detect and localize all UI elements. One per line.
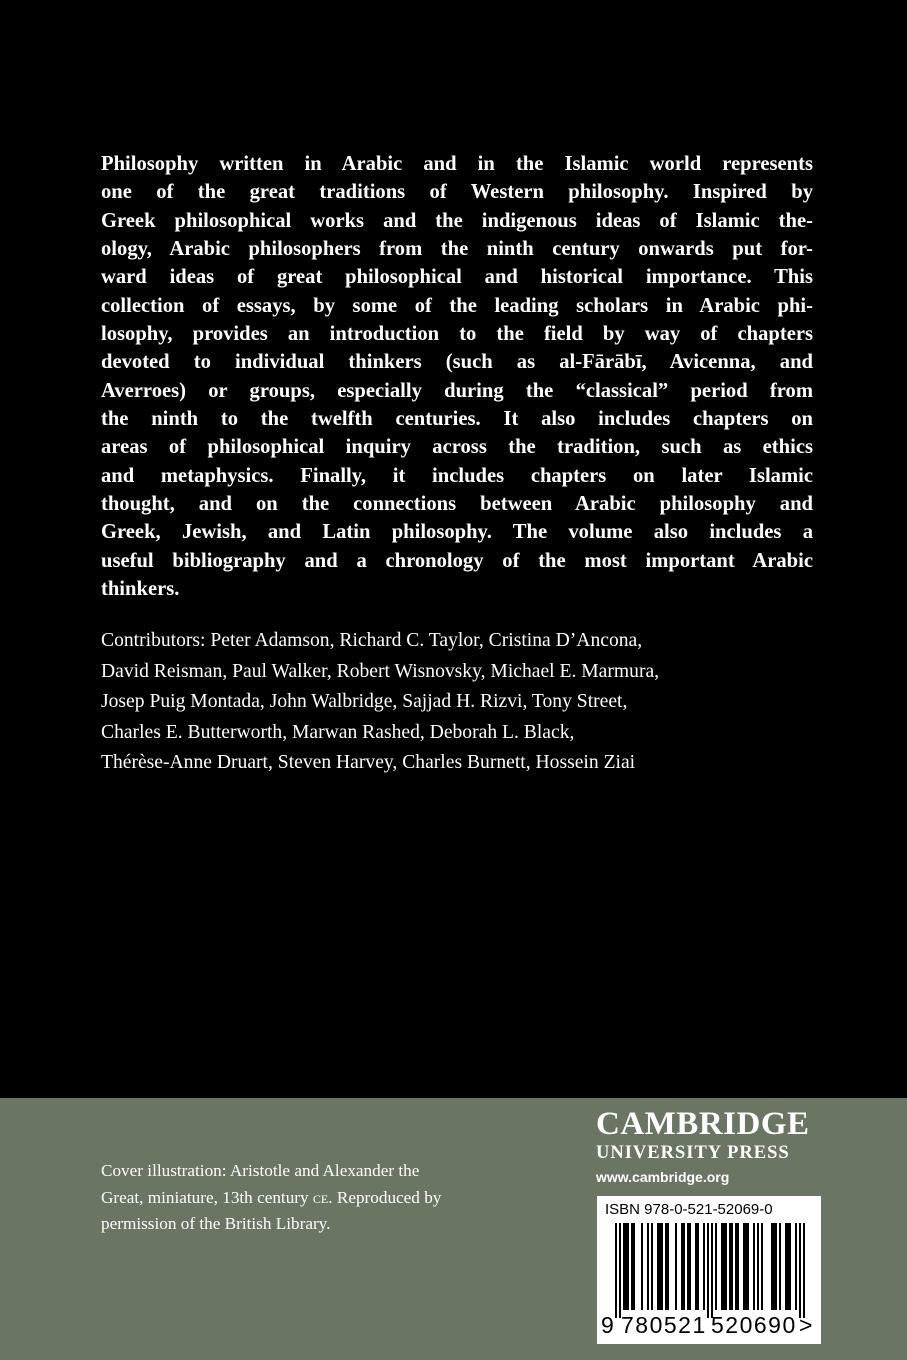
blurb-line: useful bibliography and a chronology of the most important Arabic bbox=[101, 549, 813, 572]
barcode-bar bbox=[795, 1223, 797, 1310]
contributors-line: Josep Puig Montada, John Walbridge, Sajjad H. Rizvi, Tony Street, bbox=[101, 691, 628, 712]
barcode-bar bbox=[657, 1223, 663, 1310]
barcode-bar bbox=[675, 1223, 677, 1310]
barcode-guard-bar bbox=[707, 1223, 709, 1318]
publisher-url: www.cambridge.org bbox=[596, 1169, 730, 1185]
credit-text: Great, miniature, 13th century bbox=[101, 1187, 313, 1207]
credit-line: permission of the British Library. bbox=[101, 1214, 331, 1234]
blurb-line: one of the great traditions of Western philosophy. Inspired by bbox=[101, 181, 813, 204]
barcode-quiet-zone-marker: > bbox=[799, 1312, 813, 1338]
barcode-bar bbox=[761, 1223, 763, 1310]
blurb-line: collection of essays, by some of the leading scholars in Arabic phi- bbox=[101, 294, 813, 317]
blurb-line: Greek philosophical works and the indigenous ideas of Islamic the- bbox=[101, 209, 813, 232]
barcode-digits-right: 520690 bbox=[711, 1312, 797, 1338]
credit-line: Cover illustration: Aristotle and Alexander the bbox=[101, 1161, 420, 1180]
blurb-line: devoted to individual thinkers (such as al-Fārābī, Avicenna, and bbox=[101, 351, 813, 374]
barcode-bar bbox=[779, 1223, 781, 1310]
barcode-digit-first: 9 bbox=[601, 1312, 614, 1338]
barcode-guard-bar bbox=[711, 1223, 713, 1318]
contributors-line: Contributors: Peter Adamson, Richard C. Taylor, Cristina D’Ancona, bbox=[101, 630, 643, 651]
barcode-bar bbox=[703, 1223, 705, 1310]
blurb-line: ology, Arabic philosophers from the ninth century onwards put for- bbox=[101, 238, 813, 261]
barcode-bar bbox=[687, 1223, 691, 1310]
barcode-bar bbox=[753, 1223, 755, 1310]
blurb-line: ward ideas of great philosophical and historical importance. This bbox=[101, 266, 813, 289]
barcode-bar bbox=[647, 1223, 649, 1310]
barcode-bar bbox=[757, 1223, 759, 1310]
blurb-line: areas of philosophical inquiry across the tradition, such as ethics bbox=[101, 436, 813, 459]
barcode-bar bbox=[715, 1223, 717, 1310]
blurb-line: and metaphysics. Finally, it includes chapters on later Islamic bbox=[101, 464, 813, 487]
barcode-guard-bar bbox=[799, 1223, 801, 1318]
cover-illustration-credit bbox=[101, 1158, 501, 1238]
barcode-bar bbox=[641, 1223, 643, 1310]
blurb-line: Greek, Jewish, and Latin philosophy. The volume also includes a bbox=[101, 521, 813, 544]
credit-era: ce bbox=[312, 1187, 329, 1207]
isbn-label: ISBN 978-0-521-52069-0 bbox=[605, 1201, 773, 1218]
barcode-bar bbox=[729, 1223, 733, 1310]
blurb-line: the ninth to the twelfth centuries. It also includes chapters on bbox=[101, 408, 813, 431]
barcode-guard-bar bbox=[615, 1223, 617, 1318]
barcode-guard-bar bbox=[619, 1223, 621, 1318]
barcode-bar bbox=[743, 1223, 749, 1310]
barcode-bar bbox=[623, 1223, 629, 1310]
contributors-line: Thérèse-Anne Druart, Steven Harvey, Charles Burnett, Hossein Ziai bbox=[101, 752, 636, 773]
contributors-line: Charles E. Butterworth, Marwan Rashed, Deborah L. Black, bbox=[101, 721, 575, 743]
barcode-bar bbox=[665, 1223, 669, 1310]
contributors-line: David Reisman, Paul Walker, Robert Wisnovsky, Michael E. Marmura, bbox=[101, 660, 660, 682]
barcode-guard-bar bbox=[803, 1223, 805, 1318]
barcode-bar bbox=[721, 1223, 727, 1310]
blurb-line: losophy, provides an introduction to the field by way of chapters bbox=[101, 323, 813, 346]
description-blurb bbox=[101, 150, 813, 604]
publisher-logo bbox=[596, 1106, 826, 1186]
barcode-digits-left: 780521 bbox=[621, 1312, 707, 1338]
blurb-line: Philosophy written in Arabic and in the Islamic world represents bbox=[101, 153, 813, 175]
back-cover-lower-panel bbox=[0, 1098, 907, 1360]
barcode-bar bbox=[771, 1223, 777, 1310]
barcode-bar bbox=[735, 1223, 739, 1310]
barcode-bar bbox=[785, 1223, 791, 1310]
barcode-bar bbox=[695, 1223, 699, 1310]
barcode-bar bbox=[631, 1223, 635, 1310]
contributors-list bbox=[101, 626, 813, 779]
barcode-bar bbox=[651, 1223, 653, 1310]
barcode-bar bbox=[681, 1223, 685, 1310]
blurb-line: thinkers. bbox=[101, 578, 180, 601]
publisher-name: CAMBRIDGE bbox=[596, 1106, 810, 1142]
credit-line bbox=[101, 1185, 501, 1212]
publisher-subtitle: UNIVERSITY PRESS bbox=[596, 1143, 790, 1163]
blurb-line: Averroes) or groups, especially during the “classical” period from bbox=[101, 379, 813, 402]
credit-text: . Reproduced by bbox=[328, 1187, 442, 1207]
isbn-barcode bbox=[597, 1196, 821, 1344]
blurb-line: thought, and on the connections between Arabic philosophy and bbox=[101, 493, 813, 516]
